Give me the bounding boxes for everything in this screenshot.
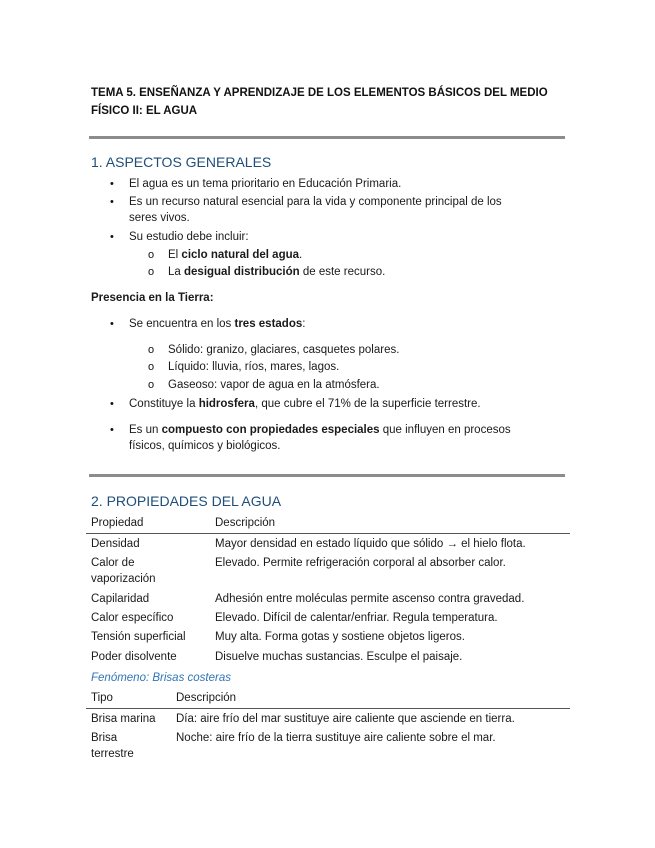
table-cell: Elevado. Permite refrigeración corporal al absorber calor. xyxy=(215,557,506,569)
table-header-cell: Descripción xyxy=(176,692,237,704)
list-item-continuation: físicos, químicos y biológicos. xyxy=(129,440,281,452)
table-cell: Muy alta. Forma gotas y sostiene objetos ligeros. xyxy=(215,631,465,643)
list-item: El agua es un tema prioritario en Educación Primaria. xyxy=(129,178,402,190)
table-cell: Poder disolvente xyxy=(91,651,177,663)
sub-bullet-glyph: o xyxy=(148,361,155,373)
table-cell: Mayor densidad en estado líquido que sólido → el hielo flota. xyxy=(215,538,526,550)
sub-list-item: Líquido: lluvia, ríos, mares, lagos. xyxy=(168,361,340,373)
table-caption: Fenómeno: Brisas costeras xyxy=(91,672,231,684)
sub-list-item: Sólido: granizo, glaciares, casquetes polares. xyxy=(168,344,400,356)
table-header-rule xyxy=(86,708,570,709)
list-item-continuation: seres vivos. xyxy=(129,212,190,224)
bullet-glyph: • xyxy=(110,196,114,208)
table-cell: vaporización xyxy=(91,573,156,585)
list-item: Constituye la hidrosfera, que cubre el 71% de la superficie terrestre. xyxy=(129,398,481,410)
section-heading: 2. PROPIEDADES DEL AGUA xyxy=(91,493,282,509)
sub-bullet-glyph: o xyxy=(148,344,155,356)
list-item: Es un compuesto con propiedades especiales que influyen en procesos xyxy=(129,424,511,436)
table-cell: Noche: aire frío de la tierra sustituye aire caliente sobre el mar. xyxy=(176,732,496,744)
table-header-rule xyxy=(86,533,570,534)
table-cell: terrestre xyxy=(91,748,134,760)
sub-bullet-glyph: o xyxy=(148,266,155,278)
bullet-glyph: • xyxy=(110,318,114,330)
bullet-glyph: • xyxy=(110,398,114,410)
list-item: Se encuentra en los tres estados: xyxy=(129,318,306,330)
table-header-cell: Propiedad xyxy=(91,517,144,529)
table-header-cell: Descripción xyxy=(215,517,276,529)
bullet-glyph: • xyxy=(110,231,114,243)
table-header-cell: Tipo xyxy=(91,692,113,704)
sub-list-item: La desigual distribución de este recurso. xyxy=(168,266,386,278)
table-cell: Día: aire frío del mar sustituye aire caliente que asciende en tierra. xyxy=(176,713,515,725)
table-cell: Densidad xyxy=(91,538,140,550)
table-cell: Calor de xyxy=(91,557,135,569)
bullet-glyph: • xyxy=(110,178,114,190)
table-cell: Brisa xyxy=(91,732,118,744)
table-cell: Brisa marina xyxy=(91,713,156,725)
table-cell: Calor específico xyxy=(91,612,174,624)
document-title: TEMA 5. ENSEÑANZA Y APRENDIZAJE DE LOS ELEMENTOS BÁSICOS DEL MEDIO FÍSICO II: EL AGUA xyxy=(91,87,548,117)
table-cell: Adhesión entre moléculas permite ascenso contra gravedad. xyxy=(215,593,525,605)
table-cell: Capilaridad xyxy=(91,593,150,605)
section-divider xyxy=(89,474,565,477)
section-heading: 1. ASPECTOS GENERALES xyxy=(91,154,272,170)
sub-bullet-glyph: o xyxy=(148,379,155,391)
list-item: Es un recurso natural esencial para la vida y componente principal de los xyxy=(129,196,502,208)
sub-list-item: Gaseoso: vapor de agua en la atmósfera. xyxy=(168,379,380,391)
sub-list-item: El ciclo natural del agua. xyxy=(168,249,303,261)
table-cell: Disuelve muchas sustancias. Esculpe el paisaje. xyxy=(215,651,463,663)
sub-bullet-glyph: o xyxy=(148,249,155,261)
table-cell: Tensión superficial xyxy=(91,631,186,643)
section-divider xyxy=(89,136,565,139)
table-cell: Elevado. Difícil de calentar/enfriar. Regula temperatura. xyxy=(215,612,498,624)
list-item: Su estudio debe incluir: xyxy=(129,231,249,243)
subsection-heading: Presencia en la Tierra: xyxy=(91,292,214,304)
bullet-glyph: • xyxy=(110,424,114,436)
